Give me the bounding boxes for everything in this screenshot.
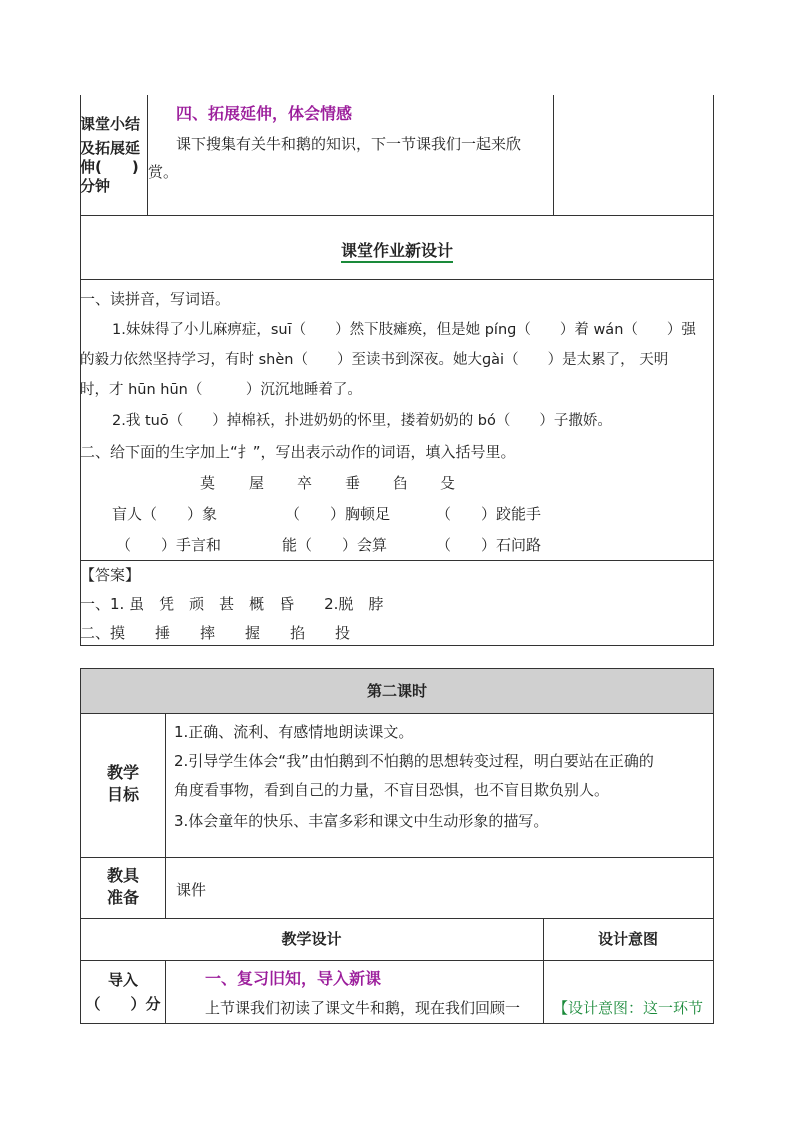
summary-label-line-3: 伸( ) xyxy=(80,158,139,176)
goal-item-2: 2.引导学生体会“我”由怕鹅到不怕鹅的思想转变过程，明白要站在正确的 xyxy=(174,752,654,770)
q2-char: 莫 xyxy=(200,474,216,492)
q2-row2-item: （ ）石问路 xyxy=(436,536,542,554)
answer-heading: 【答案】 xyxy=(80,566,141,584)
goals-label-line-1: 教学 xyxy=(106,763,139,782)
summary-label-line-2: 及拓展延 xyxy=(80,139,141,157)
goal-item-3: 3.体会童年的快乐、丰富多彩和课文中生动形象的描写。 xyxy=(174,812,549,830)
homework-title: 课堂作业新设计 xyxy=(341,241,453,263)
goal-item-2-cont: 角度看事物，看到自己的力量，不盲目恐惧，也不盲目欺负别人。 xyxy=(174,781,610,799)
q2-row2-item: （ ）手言和 xyxy=(116,536,222,554)
answer-line-1: 一、1. 虽 凭 顽 甚 概 昏 2.脱 脖 xyxy=(80,595,384,613)
q2-row2-item: 能（ ）会算 xyxy=(282,536,388,554)
q1-line-1: 1.妹妹得了小儿麻痹症，suī（ ）然下肢瘫痪，但是她 pínɡ（ ）着 wán（ ）强 xyxy=(112,322,696,338)
q2-char: 殳 xyxy=(440,474,456,492)
summary-label xyxy=(80,112,150,198)
tools-label-line-1: 教具 xyxy=(106,866,139,885)
extension-section-title: 四、拓展延伸，体会情感 xyxy=(176,104,353,123)
q2-char: 卒 xyxy=(297,474,313,492)
q2-row1-item: 盲人（ ）象 xyxy=(112,505,218,523)
intro-text: 上节课我们初读了课文牛和鹅，现在我们回顾一 xyxy=(205,999,521,1017)
q1-heading: 一、读拼音，写词语。 xyxy=(80,290,231,308)
summary-label-line-1: 课堂小结 xyxy=(80,115,141,133)
extension-body-line-1: 课下搜集有关牛和鹅的知识，下一节课我们一起来欣 xyxy=(176,135,522,153)
intro-section-title: 一、复习旧知，导入新课 xyxy=(205,969,382,988)
goal-item-1: 1.正确、流利、有感情地朗读课文。 xyxy=(174,723,414,741)
q1-line-3: 时，才 hūn hūn（ ）沉沉地睡着了。 xyxy=(80,382,362,398)
q2-char: 臽 xyxy=(393,474,409,492)
intro-label-line-1: 导入 xyxy=(107,971,138,989)
q2-row1-item: （ ）跤能手 xyxy=(436,505,542,523)
answer-line-2: 二、摸 捶 摔 握 掐 投 xyxy=(80,624,351,642)
q2-char: 屋 xyxy=(249,474,265,492)
q2-row1-item: （ ）胸顿足 xyxy=(285,505,391,523)
tools-label-line-2: 准备 xyxy=(106,888,139,907)
q2-heading: 二、给下面的生字加上“扌”，写出表示动作的词语，填入括号里。 xyxy=(80,443,516,461)
summary-label-line-4: 分钟 xyxy=(80,177,111,195)
q1-line-4: 2.我 tuō（ ）掉棉袄，扑进奶奶的怀里，搂着奶奶的 bó（ ）子撒娇。 xyxy=(112,413,612,429)
tools-value: 课件 xyxy=(176,881,207,899)
q2-char: 垂 xyxy=(345,474,361,492)
intent-header: 设计意图 xyxy=(597,930,658,948)
goals-label-line-2: 目标 xyxy=(106,785,139,804)
intro-label-line-2: （ ）分 xyxy=(85,995,161,1013)
lesson2-title: 第二课时 xyxy=(366,682,427,700)
intent-text: 【设计意图：这一环节 xyxy=(553,999,704,1017)
design-header: 教学设计 xyxy=(281,930,342,948)
q1-line-2: 的毅力依然坚持学习，有时 shèn（ ）至读书到深夜。她大ɡài（ ）是太累了， 天明 xyxy=(80,352,669,368)
extension-body-line-2: 赏。 xyxy=(148,163,179,181)
